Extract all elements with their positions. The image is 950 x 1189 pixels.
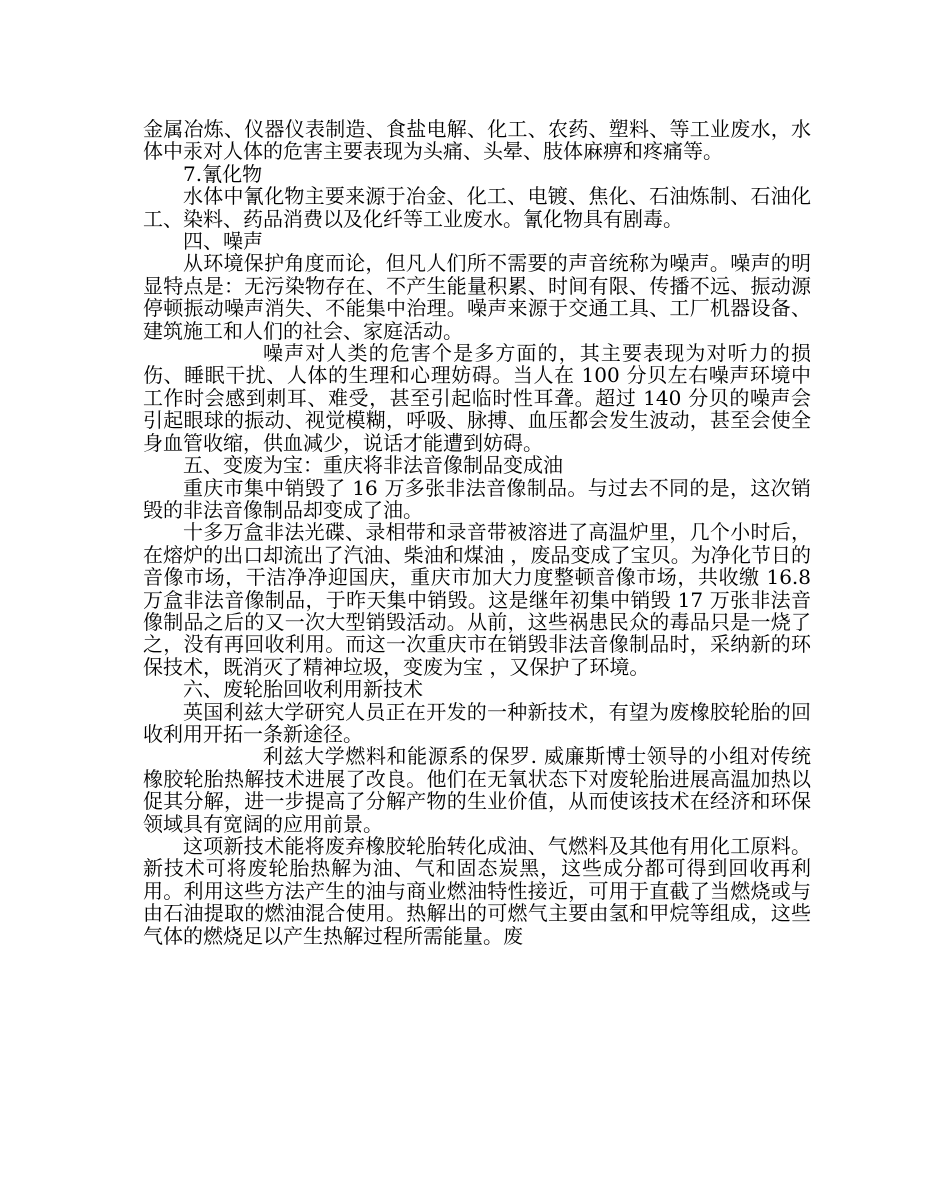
document-body xyxy=(143,118,811,947)
paragraph-mercury-continued: 金属冶炼、仪器仪表制造、食盐电解、化工、农药、塑料、等工业废水，水体中汞对人体的危害主要表现为头痛、头晕、肢体麻痹和疼痛等。 xyxy=(143,117,811,164)
paragraph-noise-harm: 噪声对人类的危害个是多方面的，其主要表现为对听力的损伤、睡眠干扰、人体的生理和心理妨碍。当人在 100 分贝左右噪声环境中工作时会感到刺耳、难受，甚至引起临时性耳聋。超过 140 分贝的噪声会引起眼球的振动、视觉模糊，呼吸、脉搏、血压都会发生波动，甚至会使全身血管收缩，供血减少，说话才能遭到妨碍。 xyxy=(143,341,811,455)
paragraph-tire-technology: 这项新技术能将废弃橡胶轮胎转化成油、气燃料及其他有用化工原料。新技术可将废轮胎热解为油、气和固态炭黑，这些成分都可得到回收再利用。利用这些方法产生的油与商业燃油特性接近，可用于直截了当燃烧或与由石油提取的燃油混合使用。热解出的可燃气主要由氢和甲烷等组成，这些气体的燃烧足以产生热解过程所需能量。废 xyxy=(143,834,811,948)
heading-tire-recycling: 六、废轮胎回收利用新技术 xyxy=(183,677,423,702)
paragraph-leeds-intro: 英国利兹大学研究人员正在开发的一种新技术，有望为废橡胶轮胎的回收利用开拓一条新途径。 xyxy=(143,699,811,746)
paragraph-cyanide: 水体中氰化物主要来源于冶金、化工、电镀、焦化、石油炼制、石油化工、染料、药品消费以及化纤等工业废水。氰化物具有剧毒。 xyxy=(143,184,811,231)
heading-waste-to-treasure: 五、变废为宝：重庆将非法音像制品变成油 xyxy=(183,453,563,478)
paragraph-leeds-research: 利兹大学燃料和能源系的保罗. 威廉斯博士领导的小组对传统橡胶轮胎热解技术进展了改良。他们在无氧状态下对废轮胎进展高温加热以促其分解，进一步提高了分解产物的生业价值，从而使该技术在经济和环保领域具有宽阔的应用前景。 xyxy=(143,744,811,836)
paragraph-chongqing-detail: 十多万盒非法光碟、录相带和录音带被溶进了高温炉里，几个小时后，在熔炉的出口却流出了汽油、柴油和煤油 ，废品变成了宝贝。为净化节日的音像市场，干洁净净迎国庆，重庆市加大力度整顿音像市场，共收缴 16.8 万盒非法音像制品，于昨天集中销毁。这是继年初集中销毁 17 万张非法音像制品之后的又一次大型销毁活动。从前，这些祸患民众的毒品只是一烧了之，没有再回收利用。而这一次重庆市在销毁非法音像制品时，采纳新的环保技术，既消灭了精神垃圾，变废为宝 ，又保护了环境。 xyxy=(143,520,811,679)
heading-noise: 四、噪声 xyxy=(183,229,263,254)
paragraph-chongqing-destroy: 重庆市集中销毁了 16 万多张非法音像制品。与过去不同的是，这次销毁的非法音像制品却变成了油。 xyxy=(143,475,811,522)
paragraph-noise-definition: 从环境保护角度而论，但凡人们所不需要的声音统称为噪声。噪声的明显特点是：无污染物存在、不产生能量积累、时间有限、传播不远、振动源停顿振动噪声消失、不能集中治理。噪声来源于交通工具、工厂机器设备、建筑施工和人们的社会、家庭活动。 xyxy=(143,251,811,343)
heading-cyanide: 7.氰化物 xyxy=(183,161,263,186)
